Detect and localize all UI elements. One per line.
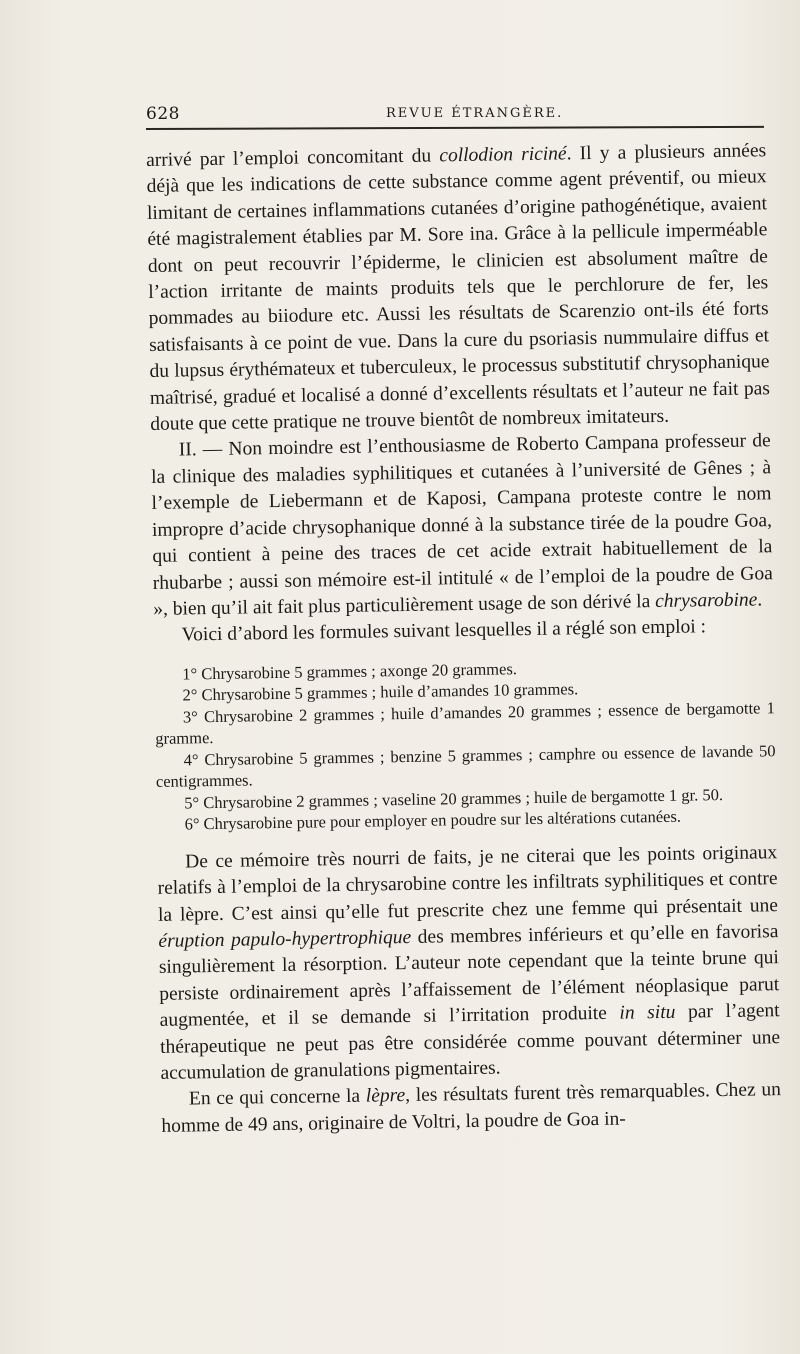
formula-item: 1° Chrysarobine 5 grammes ; axonge 20 grammes. (182, 658, 518, 684)
formula-item: 6° Chrysarobine pure pour employer en poudre sur les altérations cutanées. (184, 806, 682, 834)
formula-list (154, 654, 777, 836)
running-title: REVUE ÉTRANGÈRE. (386, 106, 564, 121)
body-text (146, 138, 782, 1140)
italic-term: éruption papulo-hypertrophique (158, 926, 412, 952)
formula-item: 3° Chrysarobine 2 grammes ; huile d’amandes 20 grammes ; essence de bergamotte 1 gramme. (155, 697, 776, 749)
formula-item: 2° Chrysarobine 5 grammes ; huile d’amandes 10 grammes. (182, 679, 579, 705)
italic-term: chrysarobine (654, 589, 758, 612)
page-number: 628 (146, 104, 180, 124)
italic-term: collodion riciné (439, 143, 567, 167)
italic-term: in situ (619, 1001, 676, 1024)
paragraph-3: Voici d’abord les formules suivant lesquelles il a réglé son emploi : (181, 616, 707, 646)
formula-item: 5° Chrysarobine 2 grammes ; vaseline 20 grammes ; huile de bergamotte 1 gr. 50. (184, 784, 724, 813)
paragraph-4: De ce mémoire très nourri de faits, je ne citerai que les points originaux relatifs à l’emploi de la chrysarobine contre les infiltrats syphilitiques et contre la lèpre. C’est ainsi qu’elle fut prescrite chez une femme qui présentait une éruption papulo-hypertrophique des membres inférieurs et qu’elle en favorisa singulièrement la résorption. L’auteur note cependant que la teinte brune qui persiste ordinairement après l’affaissement de l’élément néoplasique parut augmentée, et il se demande si l’irritation produite in situ par l’agent thérapeutique ne peut pas être considérée comme pouvant déterminer une accumulation de granulations pigmentaires. (157, 841, 781, 1084)
paragraph-5: En ce qui concerne la lèpre, les résultats furent très remarquables. Chez un homme de 49 ans, originaire de Voltri, la poudre de Goa in- (161, 1079, 782, 1137)
page-header (146, 104, 766, 128)
formula-item: 4° Chrysarobine 5 grammes ; benzine 5 grammes ; camphre ou essence de lavande 50 centigrammes. (155, 740, 776, 792)
paragraph-2: II. — Non moindre est l’enthousiasme de Roberto Campana professeur de la clinique des maladies syphilitiques et cutanées à l’université de Gênes ; à l’exemple de Liebermann et de Kaposi, Campana proteste contre le nom impropre d’acide chrysophanique donné à la substance tirée de la poudre Goa, qui contient à peine des traces de cet acide extrait habituellement de la rhubarbe ; aussi son mémoire est-il intitulé « de l’emploi de la poudre de Goa », bien qu’il ait fait plus particulièrement usage de son dérivé la chrysarobine. (151, 430, 773, 620)
paragraph-1: arrivé par l’emploi concomitant du collodion riciné. Il y a plusieurs années déjà que les indications de cette substance comme agent préventif, ou mieux limitant de certaines inflammations cutanées d’origine pathogénétique, avaient été magistralement établies par M. Sore ina. Grâce à la pellicule imperméable dont on peut recouvrir l’épiderme, le clinicien est absolument maître de l’action irritante de maints produits tels que le perchlorure de fer, les pommades au biiodure etc. Aussi les résultats de Scarenzio ont-ils été forts satisfaisants à ce point de vue. Dans la cure du psoriasis nummulaire diffus et du lupsus érythémateux et tuberculeux, le processus substitutif chrysophanique maîtrisé, gradué et localisé a donné d’excellents résultats et l’auteur ne fait pas doute que cette pratique ne trouve bientôt de nombreux imitateurs. (146, 140, 771, 436)
italic-term: lèpre (365, 1085, 406, 1108)
